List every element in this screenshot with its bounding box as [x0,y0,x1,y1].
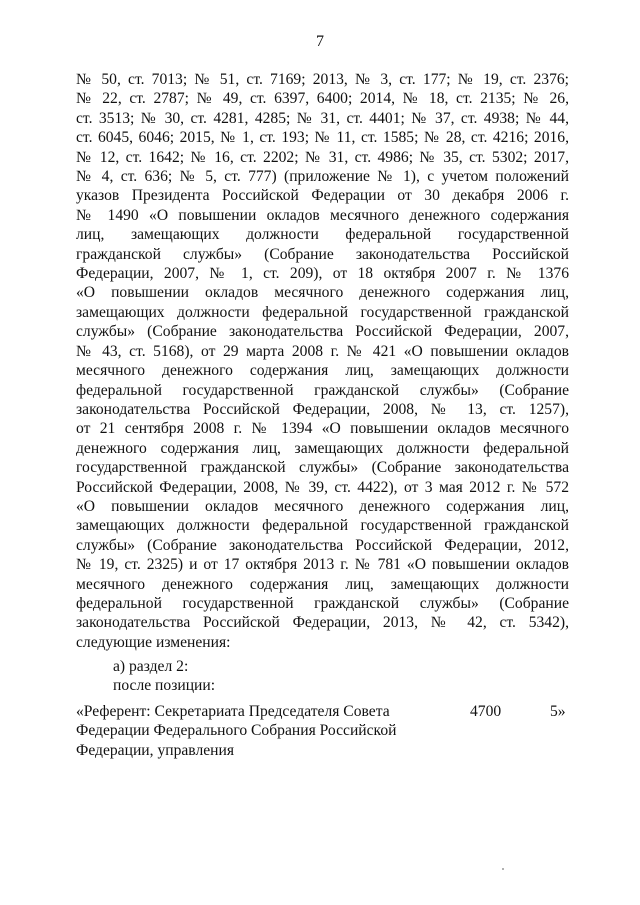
body-line: федеральной государственной гражданской службы» (Собрание [76,594,569,612]
body-line: службы» (Собрание законодательства Российской Федерации, 2012, [76,536,569,554]
body-line: «О повышении окладов месячного денежного содержания лиц, [76,284,569,302]
body-line: № 43, ст. 5168), от 29 марта 2008 г. № 421 «О повышении окладов [76,342,569,360]
body-line: месячного денежного содержания лиц, замещающих должности [76,362,569,380]
position-title: «Референт: Секретариата Председателя Совета Федерации Федерального Собрания Российской Федерации, управления [76,703,397,759]
body-line: замещающих должности федеральной государственной гражданской [76,517,569,535]
body-line: ст. 3513; № 30, ст. 4281, 4285; № 31, ст. 4401; № 37, ст. 4938; № 44, [76,109,569,127]
body-line: указов Президента Российской Федерации от 30 декабря 2006 г. [76,187,569,205]
body-line: ст. 6045, 6046; 2015, № 1, ст. 193; № 11, ст. 1585; № 28, ст. 4216; 2016, [76,129,569,147]
body-line: № 12, ст. 1642; № 16, ст. 2202; № 31, ст. 4986; № 35, ст. 5302; 2017, [76,148,569,166]
body-line: замещающих должности федеральной государственной гражданской [76,303,569,321]
body-line: Федерации, 2007, № 1, ст. 209), от 18 октября 2007 г. № 1376 [76,265,569,283]
body-line: Российской Федерации, 2008, № 39, ст. 4422), от 3 мая 2012 г. № 572 [76,478,569,496]
body-line: службы» (Собрание законодательства Российской Федерации, 2007, [76,323,569,341]
subitem-after-position: после позиции: [113,677,216,694]
position-entry [76,702,569,762]
body-line: № 4, ст. 636; № 5, ст. 777) (приложение № 1), с учетом положений [76,168,569,186]
body-line: № 50, ст. 7013; № 51, ст. 7169; 2013, № 3, ст. 177; № 19, ст. 2376; [76,71,569,88]
body-line: лиц, замещающих должности федеральной государственной [76,226,569,244]
body-line: гражданской службы» (Собрание законодательства Российской [76,245,569,263]
position-group: 5» [550,703,566,720]
body-line: от 21 сентября 2008 г. № 1394 «О повышении окладов месячного [76,420,569,438]
subitem-section-2: а) раздел 2: [113,658,189,675]
page-number: 7 [316,33,324,50]
body-line: законодательства Российской Федерации, 2008, № 13, ст. 1257), [76,400,569,418]
body-line: «О повышении окладов месячного денежного содержания лиц, [76,497,569,515]
body-line: законодательства Российской Федерации, 2013, № 42, ст. 5342), [76,614,569,632]
body-line: месячного денежного содержания лиц, замещающих должности [76,575,569,593]
body-line: № 1490 «О повышении окладов месячного денежного содержания [76,206,569,224]
body-line: № 19, ст. 2325) и от 17 октября 2013 г. № 781 «О повышении окладов [76,556,569,574]
body-line: № 22, ст. 2787; № 49, ст. 6397, 6400; 2014, № 18, ст. 2135; № 26, [76,90,569,108]
body-line-last: следующие изменения: [76,633,231,651]
position-code: 4700 [470,703,502,720]
body-line: денежного содержания лиц, замещающих должности федеральной [76,439,569,457]
body-text [76,70,569,652]
scan-speck [502,868,504,870]
body-line: государственной гражданской службы» (Собрание законодательства [76,459,569,477]
body-line: федеральной государственной гражданской службы» (Собрание [76,381,569,399]
